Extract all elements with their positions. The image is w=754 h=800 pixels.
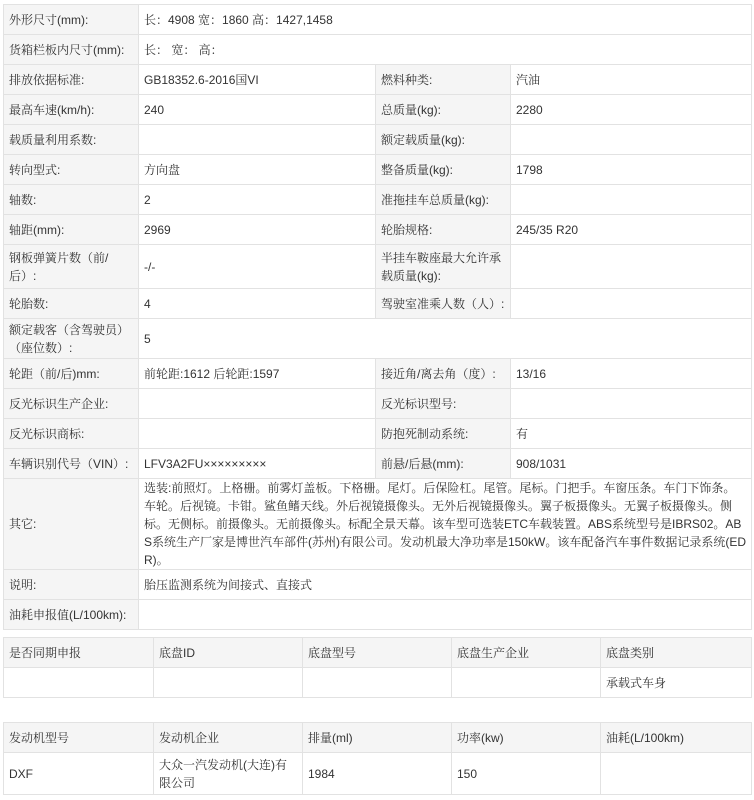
overhang-label: 前悬/后悬(mm):: [376, 449, 511, 479]
emission-label: 排放依据标准:: [4, 65, 139, 95]
cab-seats-label: 驾驶室准乘人数（人）:: [376, 289, 511, 319]
vin-value: LFV3A2FU×××××××××: [139, 449, 376, 479]
engine-cell-model: DXF: [4, 753, 154, 795]
load-factor-value: [139, 125, 376, 155]
chassis-header-type: 底盘类别: [601, 638, 752, 668]
engine-header-power: 功率(kw): [452, 723, 601, 753]
reflector-brand-value: [139, 419, 376, 449]
chassis-header-model: 底盘型号: [303, 638, 452, 668]
wheelbase-label: 轴距(mm):: [4, 215, 139, 245]
fuel-type-label: 燃料种类:: [376, 65, 511, 95]
trailer-mass-label: 准拖挂车总质量(kg):: [376, 185, 511, 215]
engine-cell-maker: 大众一汽发动机(大连)有限公司: [154, 753, 303, 795]
trailer-mass-value: [511, 185, 752, 215]
track-label: 轮距（前/后)mm:: [4, 359, 139, 389]
total-mass-label: 总质量(kg):: [376, 95, 511, 125]
rated-seats-label: 额定载客（含驾驶员）（座位数）:: [4, 319, 139, 359]
engine-cell-displacement: 1984: [303, 753, 452, 795]
approach-angle-value: 13/16: [511, 359, 752, 389]
max-speed-label: 最高车速(km/h):: [4, 95, 139, 125]
fuel-type-value: 汽油: [511, 65, 752, 95]
dimensions-value: 长：4908 宽：1860 高：1427,1458: [139, 5, 752, 35]
abs-value: 有: [511, 419, 752, 449]
note-value: 胎压监测系统为间接式、直接式: [139, 570, 752, 600]
emission-value: GB18352.6-2016国VI: [139, 65, 376, 95]
chassis-cell-maker: [452, 668, 601, 698]
axles-value: 2: [139, 185, 376, 215]
cargo-size-label: 货箱栏板内尺寸(mm):: [4, 35, 139, 65]
curb-mass-value: 1798: [511, 155, 752, 185]
vehicle-spec-table: [3, 4, 752, 630]
steering-value: 方向盘: [139, 155, 376, 185]
tire-spec-label: 轮胎规格:: [376, 215, 511, 245]
tire-count-value: 4: [139, 289, 376, 319]
abs-label: 防抱死制动系统:: [376, 419, 511, 449]
other-label: 其它:: [4, 479, 139, 570]
reflector-model-value: [511, 389, 752, 419]
chassis-cell-sync: [4, 668, 154, 698]
chassis-cell-id: [154, 668, 303, 698]
engine-header-maker: 发动机企业: [154, 723, 303, 753]
engine-header-fuel: 油耗(L/100km): [601, 723, 752, 753]
chassis-cell-model: [303, 668, 452, 698]
other-value: 选装:前照灯。上格栅。前雾灯盖板。下格栅。尾灯。后保险杠。尾管。尾标。门把手。车窗压条。车门下饰条。车轮。后视镜。卡钳。鲨鱼鳍天线。外后视镜摄像头。无外后视镜摄像头。翼子板摄像头。无翼子板摄像头。侧标。无侧标。前摄像头。无前摄像头。标配全景天幕。该车型可选装ETC车载装置。ABS系统型号是IBRS02。ABS系统生产厂家是博世汽车部件(苏州)有限公司。发动机最大净功率是150kW。该车配备汽车事件数据记录系统(EDR)。: [139, 479, 752, 570]
track-value: 前轮距:1612 后轮距:1597: [139, 359, 376, 389]
overhang-value: 908/1031: [511, 449, 752, 479]
engine-cell-fuel: [601, 753, 752, 795]
chassis-header-sync: 是否同期申报: [4, 638, 154, 668]
engine-cell-power: 150: [452, 753, 601, 795]
load-factor-label: 载质量利用系数:: [4, 125, 139, 155]
rated-load-value: [511, 125, 752, 155]
rated-seats-value: 5: [139, 319, 752, 359]
chassis-header-id: 底盘ID: [154, 638, 303, 668]
engine-header-model: 发动机型号: [4, 723, 154, 753]
steering-label: 转向型式:: [4, 155, 139, 185]
vin-label: 车辆识别代号（VIN）:: [4, 449, 139, 479]
total-mass-value: 2280: [511, 95, 752, 125]
wheelbase-value: 2969: [139, 215, 376, 245]
saddle-load-value: [511, 245, 752, 289]
fuel-consumption-value: [139, 600, 752, 630]
chassis-table: [3, 637, 752, 698]
dimensions-label: 外形尺寸(mm):: [4, 5, 139, 35]
approach-angle-label: 接近角/离去角（度）:: [376, 359, 511, 389]
engine-header-displacement: 排量(ml): [303, 723, 452, 753]
tire-spec-value: 245/35 R20: [511, 215, 752, 245]
engine-table: [3, 722, 752, 795]
chassis-header-maker: 底盘生产企业: [452, 638, 601, 668]
max-speed-value: 240: [139, 95, 376, 125]
axles-label: 轴数:: [4, 185, 139, 215]
reflector-model-label: 反光标识型号:: [376, 389, 511, 419]
saddle-load-label: 半挂车鞍座最大允许承载质量(kg):: [376, 245, 511, 289]
spring-leaves-label: 钢板弹簧片数（前/后）:: [4, 245, 139, 289]
cargo-size-value: 长： 宽： 高：: [139, 35, 752, 65]
tire-count-label: 轮胎数:: [4, 289, 139, 319]
chassis-cell-type: 承载式车身: [601, 668, 752, 698]
curb-mass-label: 整备质量(kg):: [376, 155, 511, 185]
cab-seats-value: [511, 289, 752, 319]
reflector-maker-label: 反光标识生产企业:: [4, 389, 139, 419]
note-label: 说明:: [4, 570, 139, 600]
rated-load-label: 额定载质量(kg):: [376, 125, 511, 155]
reflector-brand-label: 反光标识商标:: [4, 419, 139, 449]
reflector-maker-value: [139, 389, 376, 419]
fuel-consumption-label: 油耗申报值(L/100km):: [4, 600, 139, 630]
spring-leaves-value: -/-: [139, 245, 376, 289]
